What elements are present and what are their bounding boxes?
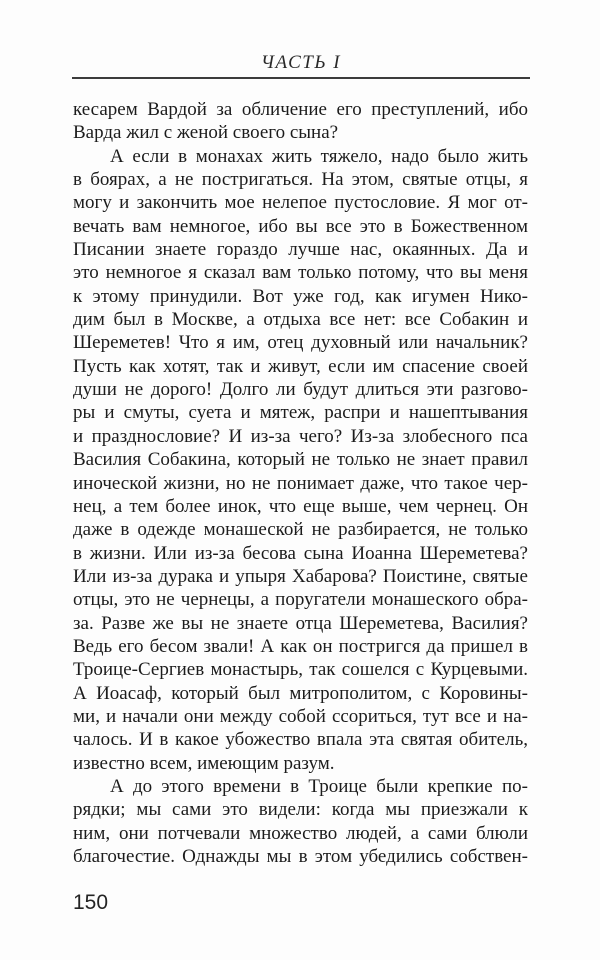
text-line: нец, а тем более инок, что еще выше, чем чернец. Он <box>73 495 528 517</box>
text-line: вечать вам немногое, ибо вы все это в Божественном <box>73 215 528 237</box>
text-line: души не дорого! Долго ли будут длиться эти разгово- <box>73 379 528 401</box>
text-line: могу и закончить мое нелепое пустословие. Я мог от- <box>73 192 528 214</box>
text-line: чалось. И в какое убожество впала эта святая обитель, <box>73 729 528 751</box>
body-text <box>73 98 528 868</box>
running-head: ЧАСТЬ I <box>260 52 342 73</box>
text-line: Варда жил с женой своего сына? <box>73 122 339 144</box>
text-line: за. Разве же вы не знаете отца Шереметева, Василия? <box>73 612 528 634</box>
text-line: Троице-Сергиев монастырь, так сошелся с Курцевыми. <box>73 659 528 681</box>
text-line: рядки; мы сами это видели: когда мы приезжали к <box>73 799 528 821</box>
text-line: известно всем, имеющим разум. <box>73 752 335 774</box>
text-line: ры и смуты, суета и мятеж, распри и нашептывания <box>73 402 528 424</box>
text-line: и празднословие? И из-за чего? Из-за злобесного пса <box>73 425 528 447</box>
text-line: А до этого времени в Троице были крепкие по- <box>110 775 528 797</box>
text-line: даже в одежде монашеской не разбирается, не только <box>73 519 528 541</box>
text-line: к этому принудили. Вот уже год, как игумен Нико- <box>73 285 528 307</box>
text-line: благочестие. Однажды мы в этом убедились собствен- <box>73 846 528 867</box>
page-number: 150 <box>73 891 109 914</box>
text-line: иноческой жизни, но не понимает даже, что такое чер- <box>73 472 528 494</box>
text-line: Шереметев! Что я им, отец духовный или начальник? <box>73 332 528 354</box>
text-line: ним, они потчевали множество людей, а сами блюли <box>73 822 528 844</box>
text-line: в жизни. Или из-за бесова сына Иоанна Шереметева? <box>73 542 528 564</box>
text-line: А Иоасаф, который был митрополитом, с Коровины- <box>73 682 528 704</box>
text-line: Ведь его бесом звали! А как он постригся да пришел в <box>73 635 528 657</box>
text-line: ми, и начали они между собой ссориться, тут все и на- <box>73 705 528 727</box>
text-line: Писании знаете гораздо лучше нас, окаянных. Да и <box>73 239 528 261</box>
text-line: отцы, это не чернецы, а поругатели монашеского обра- <box>73 589 528 611</box>
text-line: Василия Собакина, который не только не знает правил <box>73 449 528 471</box>
text-line: Пусть как хотят, так и живут, если им спасение своей <box>73 355 528 377</box>
text-line: А если в монахах жить тяжело, надо было жить <box>110 145 528 167</box>
text-line: это немногое я сказал вам только потому, что вы меня <box>73 262 528 284</box>
header-rule <box>72 77 530 79</box>
text-line: дим был в Москве, а отдыха все нет: все Собакин и <box>73 309 528 331</box>
text-line: Или из-за дурака и упыря Хабарова? Поистине, святые <box>73 565 528 587</box>
text-line: кесарем Вардой за обличение его преступлений, ибо <box>73 99 528 120</box>
text-line: в боярах, а не постригаться. На этом, святые отцы, я <box>73 169 528 191</box>
